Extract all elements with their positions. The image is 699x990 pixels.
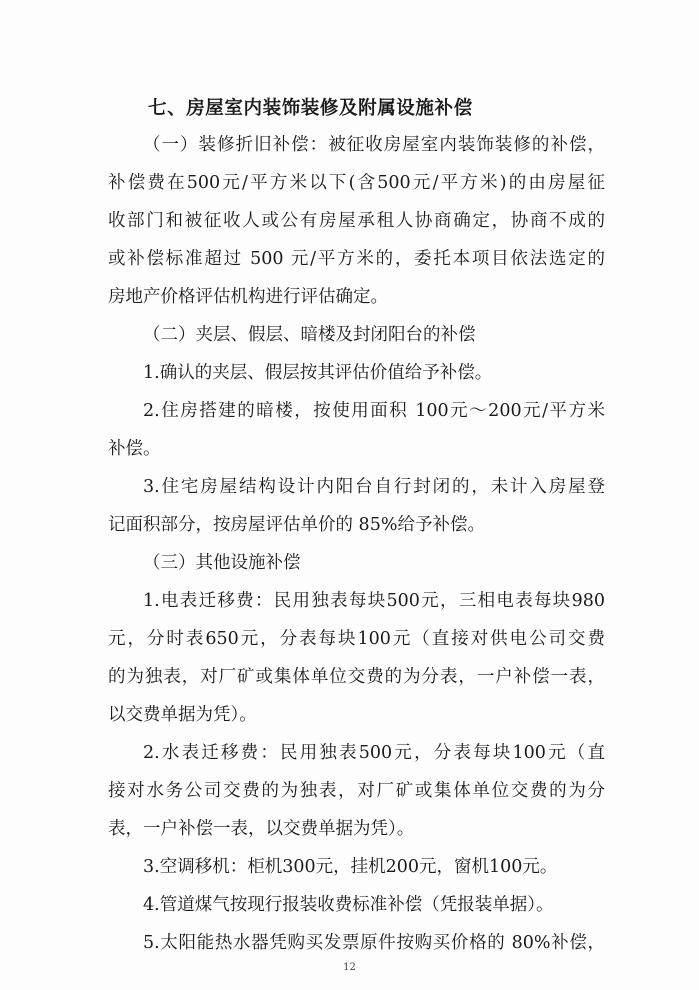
list-item: 3.空调移机：柜机300元，挂机200元，窗机100元。	[143, 857, 558, 877]
paragraph-line: 记面积部分，按房屋评估单价的 85%给予补偿。	[108, 515, 485, 535]
paragraph-line: 的为独表，对厂矿或集体单位交费的为分表，一户补偿一表，	[108, 667, 605, 687]
subsection-heading: （二）夹层、假层、暗楼及封闭阳台的补偿	[143, 325, 476, 345]
subsection-heading: （三）其他设施补偿	[143, 553, 301, 573]
paragraph-line: 收部门和被征收人或公有房屋承租人协商确定，协商不成的	[108, 211, 605, 231]
paragraph-line: 房地产价格评估机构进行评估确定。	[108, 287, 388, 307]
paragraph-line: 或补偿标准超过 500 元/平方米的，委托本项目依法选定的	[108, 249, 605, 269]
list-item: 5.太阳能热水器凭购买发票原件按购买价格的 80%补偿，	[143, 933, 605, 953]
paragraph-line: 表，一户补偿一表，以交费单据为凭）。	[108, 819, 415, 839]
list-item: 3.住宅房屋结构设计内阳台自行封闭的，未计入房屋登	[143, 477, 605, 497]
paragraph-line: （一）装修折旧补偿：被征收房屋室内装饰装修的补偿，	[143, 135, 605, 155]
paragraph-line: 接对水务公司交费的为独表，对厂矿或集体单位交费的为分	[108, 781, 605, 801]
paragraph-line: 以交费单据为凭）。	[108, 705, 257, 725]
paragraph-line: 补偿费在500元/平方米以下(含500元/平方米)的由房屋征	[108, 173, 605, 193]
section-heading: 七、房屋室内装饰装修及附属设施补偿	[148, 98, 473, 119]
page-number: 12	[343, 962, 356, 973]
list-item: 1.电表迁移费：民用独表每块500元，三相电表每块980	[143, 591, 605, 611]
paragraph-line: 补偿。	[108, 439, 161, 459]
list-item: 4.管道煤气按现行报装收费标准补偿（凭报装单据）。	[143, 895, 554, 915]
paragraph-line: 元，分时表650元，分表每块100元（直接对供电公司交费	[108, 629, 605, 649]
list-item: 1.确认的夹层、假层按其评估价值给予补偿。	[143, 363, 493, 383]
list-item: 2.水表迁移费：民用独表500元，分表每块100元（直	[143, 743, 605, 763]
list-item: 2.住房搭建的暗楼，按使用面积 100元～200元/平方米	[143, 401, 605, 421]
